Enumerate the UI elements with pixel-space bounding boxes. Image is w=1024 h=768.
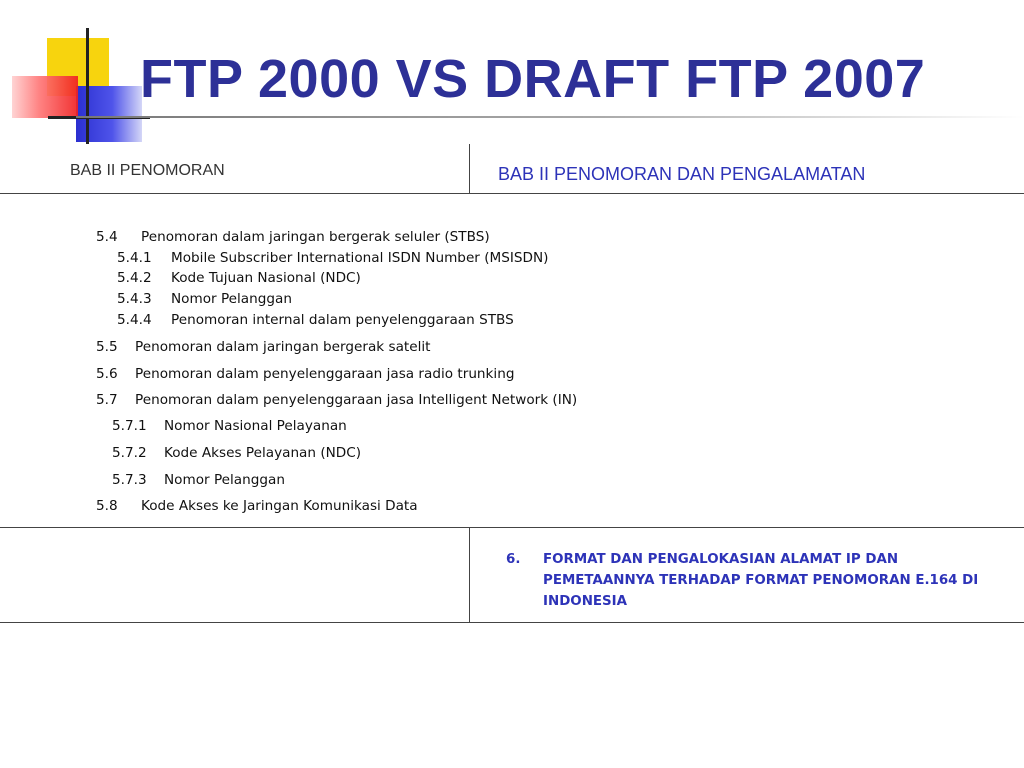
table-rule-bottom <box>0 622 1024 623</box>
toc-item <box>117 270 361 286</box>
title-underline <box>76 116 1024 118</box>
toc-item-number: 5.8 <box>96 498 118 514</box>
toc-item-text: Kode Tujuan Nasional (NDC) <box>171 270 361 286</box>
slide-title: FTP 2000 VS DRAFT FTP 2007 <box>140 49 926 109</box>
section-6-number: 6. <box>506 552 521 567</box>
toc-item-text: Penomoran dalam penyelenggaraan jasa radio trunking <box>135 366 515 382</box>
table-divider-header <box>469 144 470 194</box>
toc-item-number: 5.7.2 <box>112 445 147 461</box>
toc-item-number: 5.4 <box>96 229 118 245</box>
toc-item <box>112 418 347 434</box>
section-6-text: FORMAT DAN PENGALOKASIAN ALAMAT IP DAN PEMETAANNYA TERHADAP FORMAT PENOMORAN E.164 DI INDONESIA <box>543 552 979 609</box>
toc-item <box>96 366 514 382</box>
toc-item-number: 5.7 <box>96 392 118 408</box>
toc-item-text: Nomor Pelanggan <box>164 472 285 488</box>
toc-item-number: 5.7.1 <box>112 418 147 434</box>
toc-item <box>112 472 285 488</box>
toc-item-text: Mobile Subscriber International ISDN Number (MSISDN) <box>171 250 549 266</box>
logo-red-square <box>12 76 78 118</box>
toc-item-number: 5.7.3 <box>112 472 147 488</box>
table-divider-bottom <box>469 527 470 622</box>
column-header-left: BAB II PENOMORAN <box>70 162 225 179</box>
toc-item-text: Penomoran dalam jaringan bergerak seluler (STBS) <box>141 229 490 245</box>
toc-item <box>117 312 514 328</box>
toc-item-number: 5.4.3 <box>117 291 152 307</box>
toc-item-number: 5.4.1 <box>117 250 152 266</box>
toc-item-number: 5.4.4 <box>117 312 152 328</box>
toc-item-text: Penomoran dalam penyelenggaraan jasa Intelligent Network (IN) <box>135 392 578 408</box>
column-header-right: BAB II PENOMORAN DAN PENGALAMATAN <box>498 164 866 184</box>
toc-item-text: Penomoran internal dalam penyelenggaraan STBS <box>171 312 514 328</box>
toc-item <box>96 392 577 408</box>
toc-item-number: 5.4.2 <box>117 270 152 286</box>
toc-item-text: Nomor Pelanggan <box>171 291 292 307</box>
toc-item-text: Penomoran dalam jaringan bergerak satelit <box>135 339 431 355</box>
toc-item-number: 5.5 <box>96 339 118 355</box>
toc-item <box>96 339 430 355</box>
toc-item <box>96 498 418 514</box>
toc-item-text: Nomor Nasional Pelayanan <box>164 418 347 434</box>
logo-vertical-line <box>86 28 89 144</box>
table-rule-header <box>0 193 1024 194</box>
toc-item <box>117 250 548 266</box>
toc-item-text: Kode Akses Pelayanan (NDC) <box>164 445 362 461</box>
toc-item-text: Kode Akses ke Jaringan Komunikasi Data <box>141 498 418 514</box>
toc-item <box>112 445 361 461</box>
table-rule-middle <box>0 527 1024 528</box>
toc-item-number: 5.6 <box>96 366 118 382</box>
slide-logo <box>0 0 150 150</box>
toc-item <box>96 229 490 245</box>
toc-item <box>117 291 292 307</box>
